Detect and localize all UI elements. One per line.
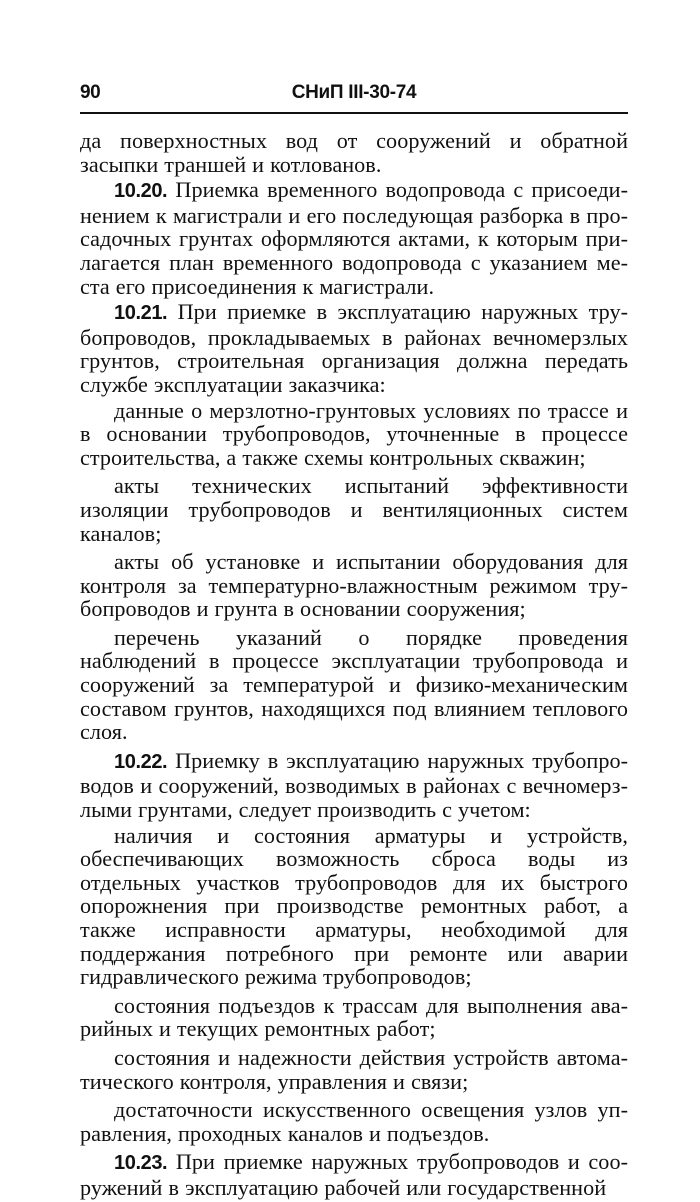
list-item <box>80 399 628 470</box>
paragraph-text: При приемке в эксплуатацию наружных трубопроводов, прокладываемых в районах вечномерзлых грунтов, строительная организация должна передать службе эксплуатации заказчика: <box>80 299 629 397</box>
list-item <box>80 1046 628 1093</box>
clause-10-22 <box>80 749 628 822</box>
clause-10-23 <box>80 1150 628 1199</box>
clause-number: 10.22. <box>114 750 168 773</box>
paragraph-text: Приемка временного водопровода с присоединением к магистрали и его последующая разборка в просадочных грунтах оформляются актами, к которым прилагается план временного водопровода с указанием места его присоединения к магистрали. <box>80 177 628 299</box>
list-item-text: наличия и состояния арматуры и устройств, обеспечивающих возможность сброса воды из отдельных участков трубопроводов для их быстрого опорожнения при производстве ремонтных работ, а также исправности арматуры, необходимой для поддержания потребного при ремонте или аварии гидравлического режима трубопроводов; <box>80 822 628 990</box>
page-header <box>80 82 628 112</box>
list-item <box>80 626 628 744</box>
paragraph-continuation <box>80 129 628 176</box>
list-item-text: акты технических испытаний эффективности изоляции трубопроводов и вентиляционных систем каналов; <box>80 473 628 546</box>
paragraph-text: При приемке наружных трубопроводов и сооружений в эксплуатацию рабочей или государственной <box>80 1149 628 1200</box>
clause-number: 10.23. <box>114 1152 168 1175</box>
running-title: СНиП III-30-74 <box>291 82 417 103</box>
list-item <box>80 550 628 621</box>
clause-10-21 <box>80 300 628 396</box>
paragraph-text: Приемку в эксплуатацию наружных трубопроводов и сооружений, возводимых в районах с вечномерзлыми грунтами, следует производить с учетом: <box>80 747 628 823</box>
header-divider <box>80 112 628 114</box>
page-number: 90 <box>80 82 101 103</box>
list-item-text: данные о мерзлотно-грунтовых условиях по трассе и в основании трубопроводов, уточненные в процессе строительства, а также схемы контрольных скважин; <box>80 397 628 470</box>
list-item-text: акты об установке и испытании оборудования для контроля за температурно-влажностным режимом трубопроводов и грунта в основании сооружения; <box>80 549 628 622</box>
list-item-text: достаточности искусственного освещения узлов управления, проходных каналов и подъездов. <box>80 1097 628 1146</box>
clause-number: 10.21. <box>114 302 168 325</box>
list-item <box>80 824 628 989</box>
list-item <box>80 994 628 1041</box>
document-body <box>80 129 628 1202</box>
list-item <box>80 1098 628 1145</box>
clause-10-20 <box>80 178 628 298</box>
list-item-text: перечень указаний о порядке проведения наблюдений в процессе эксплуатации трубопровода и сооружений за температурой и физико-механическим составом грунтов, находящихся под влиянием теплового слоя. <box>80 624 628 745</box>
list-item <box>80 474 628 545</box>
paragraph-text: да поверхностных вод от сооружений и обратной засыпки траншей и котлованов. <box>80 128 628 177</box>
list-item-text: состояния подъездов к трассам для выполнения аварийных и текущих ремонтных работ; <box>80 992 628 1042</box>
list-item-text: состояния и надежности действия устройств автоматического контроля, управления и связи; <box>80 1044 628 1094</box>
clause-number: 10.20. <box>114 180 168 203</box>
